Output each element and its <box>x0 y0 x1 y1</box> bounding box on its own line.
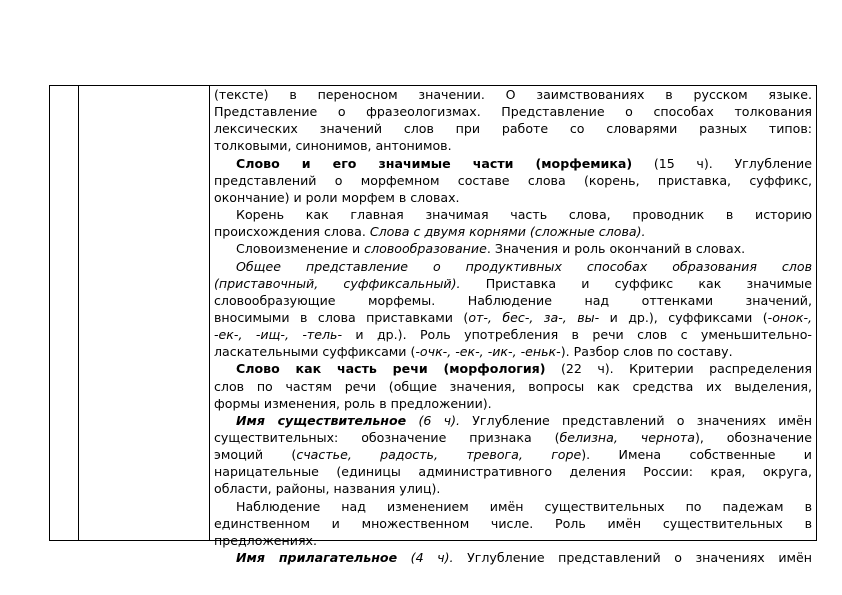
text-run: лексических значений слов при работе со словарями разных типов: <box>214 121 812 137</box>
text-run: ). Имена собственные и <box>581 447 812 463</box>
text-run: эмоций ( <box>214 447 297 463</box>
text-line <box>214 173 812 189</box>
text-line <box>214 207 812 223</box>
text-run: Представление о фразеологизмах. Представление о способах толкования <box>214 104 812 120</box>
text-run: окончание) и роли морфем в словах. <box>214 189 460 205</box>
text-run: -ек-, -ищ-, -тель- <box>214 327 342 343</box>
text-line <box>214 533 812 549</box>
text-line <box>214 241 812 257</box>
text-line <box>214 396 812 412</box>
text-run: Имя существительное <box>236 412 407 428</box>
text-line <box>214 499 812 515</box>
text-run: (22 ч). Критерии распределения <box>545 361 812 377</box>
text-run: и др.). Роль употребления в речи слов с уменьшительно- <box>342 327 812 343</box>
text-run: Корень как главная значимая часть слова, проводник в историю <box>236 207 812 223</box>
text-line <box>214 550 812 566</box>
text-line <box>214 224 812 240</box>
text-run: Имя прилагательное <box>236 550 398 566</box>
text-run: (6 ч). <box>406 412 460 428</box>
text-run: нарицательные (единицы административного деления России: края, округа, <box>214 464 812 480</box>
text-line <box>214 138 812 154</box>
text-run: словообразующие морфемы. Наблюдение над оттенками значений, <box>214 292 812 308</box>
table-column-content <box>214 86 812 566</box>
text-line <box>214 447 812 463</box>
text-line <box>214 87 812 103</box>
text-run: формы изменения, роль в предложении). <box>214 395 492 411</box>
text-line <box>214 481 812 497</box>
text-run: Наблюдение над изменением имён существительных по падежам в <box>236 498 812 514</box>
text-line <box>214 156 812 172</box>
text-line <box>214 344 812 360</box>
text-line <box>214 276 812 292</box>
text-run: Слово и его значимые части (морфемика) <box>236 155 633 171</box>
text-run: ). Разбор слов по составу. <box>560 344 733 360</box>
text-run: Слово как часть речи (морфология) <box>236 361 546 377</box>
text-line <box>214 293 812 309</box>
text-run: области, районы, названия улиц). <box>214 481 441 497</box>
text-line <box>214 310 812 326</box>
text-run: Общее представление о продуктивных способах образования слов <box>236 258 812 274</box>
text-line <box>214 516 812 532</box>
text-line <box>214 413 812 429</box>
text-run: ласкательными суффиксами ( <box>214 344 416 360</box>
text-line <box>214 379 812 395</box>
text-run: единственном и множественном числе. Роль имён существительных в <box>214 515 812 531</box>
text-run: белизна, чернота <box>559 430 695 445</box>
text-line <box>214 121 812 137</box>
text-run: существительных: обозначение признака ( <box>214 430 560 445</box>
text-run: (приставочный, суффиксальный). <box>214 275 461 291</box>
text-run: предложениях. <box>214 532 317 548</box>
text-run: вносимыми в слова приставками ( <box>214 309 469 325</box>
text-line <box>214 361 812 377</box>
text-run: -онок-, <box>767 309 812 325</box>
text-run: Приставка и суффикс как значимые <box>460 275 812 291</box>
text-run: Слова с двумя корнями (сложные слова). <box>369 224 646 240</box>
text-run: слов по частям речи (общие значения, вопросы как средства их выделения, <box>214 378 812 394</box>
text-run: представлений о морфемном составе слова (корень, приставка, суффикс, <box>214 172 812 188</box>
text-line <box>214 327 812 343</box>
table-column-topic <box>79 86 210 540</box>
curriculum-table <box>49 85 817 566</box>
text-run: и др.), суффиксами ( <box>599 309 768 325</box>
text-run: происхождения слова. <box>214 224 370 240</box>
text-run: толковыми, синонимов, антонимов. <box>214 138 452 154</box>
text-run: счастье, радость, тревога, горе <box>296 447 582 463</box>
text-line <box>214 190 812 206</box>
text-line <box>214 259 812 275</box>
text-line <box>214 464 812 480</box>
text-run: Углубление представлений о значениях имён <box>460 412 812 428</box>
text-run: от-, бес-, за-, вы- <box>468 309 600 325</box>
text-line <box>214 430 812 446</box>
text-run: ), обозначение <box>694 430 812 445</box>
text-run: Углубление представлений о значениях имён <box>453 550 812 566</box>
table-column-number <box>50 86 79 540</box>
text-line <box>214 104 812 120</box>
text-run: словообразование <box>364 241 487 257</box>
text-run: Словоизменение и <box>236 241 365 257</box>
text-run: (15 ч). Углубление <box>632 155 812 171</box>
text-run: (тексте) в переносном значении. О заимствованиях в русском языке. <box>214 87 812 102</box>
text-run: -очк-, -ек-, -ик-, -еньк- <box>415 344 561 360</box>
text-run: . Значения и роль окончаний в словах. <box>486 241 746 257</box>
text-run: (4 ч). <box>397 550 454 566</box>
